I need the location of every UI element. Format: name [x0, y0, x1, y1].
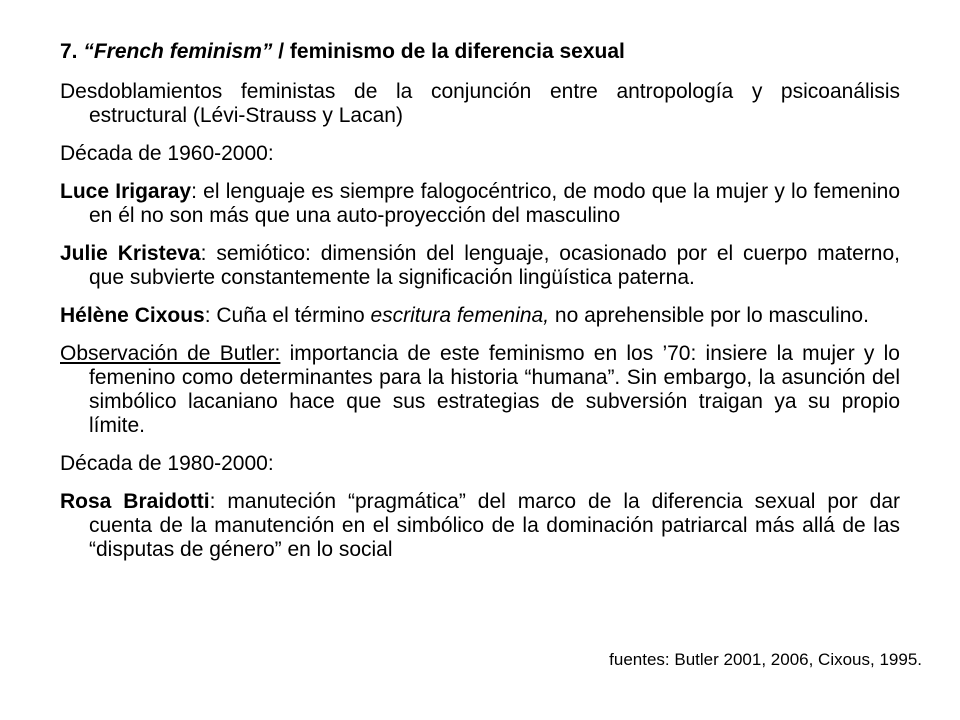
title-rest: / feminismo de la diferencia sexual	[272, 40, 625, 63]
decade-heading-1960: Década de 1960-2000:	[60, 142, 274, 165]
butler-paragraph	[60, 342, 900, 438]
cixous-text-after: no aprehensible por lo masculino.	[549, 304, 869, 327]
slide-title	[60, 40, 900, 64]
kristeva-paragraph	[60, 242, 900, 290]
irigaray-paragraph	[60, 180, 900, 228]
butler-label: Observación de Butler:	[60, 342, 281, 365]
slide-body	[60, 40, 900, 576]
braidotti-text: : manuteción “pragmática” del marco de la diferencia sexual por dar cuenta de la manutención en el simbólico de la dominación patriarcal más allá de las “disputas de género” en lo social	[89, 490, 900, 561]
sources-footnote: fuentes: Butler 2001, 2006, Cixous, 1995.	[609, 650, 922, 669]
kristeva-name: Julie Kristeva	[60, 242, 201, 265]
irigaray-name: Luce Irigaray	[60, 180, 192, 203]
intro-paragraph: Desdoblamientos feministas de la conjunción entre antropología y psicoanálisis estructural (Lévi-Strauss y Lacan)	[60, 80, 900, 127]
title-italic: “French feminism”	[83, 40, 273, 63]
cixous-italic-term: escritura femenina,	[370, 304, 550, 327]
decade-heading-1980: Década de 1980-2000:	[60, 452, 274, 475]
braidotti-paragraph	[60, 490, 900, 562]
cixous-paragraph	[60, 304, 900, 328]
kristeva-text: : semiótico: dimensión del lenguaje, ocasionado por el cuerpo materno, que subvierte constantemente la significación lingüística paterna.	[89, 242, 900, 289]
cixous-name: Hélène Cixous	[60, 304, 205, 327]
cixous-text-before: : Cuña el término	[204, 304, 371, 327]
irigaray-text: : el lenguaje es siempre falogocéntrico, de modo que la mujer y lo femenino en él no son más que una auto-proyección del masculino	[89, 180, 901, 227]
title-number: 7.	[60, 40, 78, 63]
butler-text: importancia de este feminismo en los ’70: insiere la mujer y lo femenino como determinantes para la historia “humana”. Sin embargo, la asunción del simbólico lacaniano hace que sus estrategias de subversión traigan ya su propio límite.	[89, 342, 900, 437]
braidotti-name: Rosa Braidotti	[60, 490, 210, 513]
